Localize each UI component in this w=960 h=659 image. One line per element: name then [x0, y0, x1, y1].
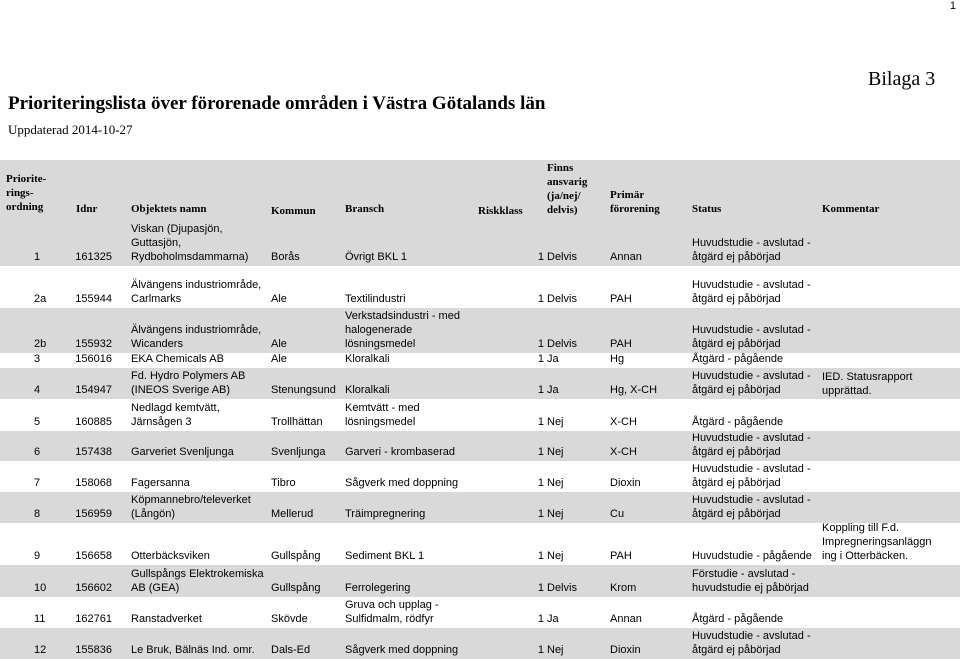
- cell-prio-text: 8: [34, 508, 41, 520]
- cell-riskklass-text: 1: [537, 477, 544, 489]
- cell-idnr-text: 155836: [75, 644, 112, 656]
- cell-riskklass-text: 1: [537, 251, 544, 263]
- header-status: Status: [692, 203, 722, 215]
- cell-kommentar-line: ing i Otterbäcken.: [822, 550, 909, 562]
- cell-forening-text: X-CH: [610, 416, 637, 428]
- cell-status: [692, 612, 783, 626]
- cell-objektets-namn-line: Otterbäcksviken: [131, 550, 210, 562]
- cell-ansvarig: [547, 383, 559, 397]
- cell-bransch-line: Övrigt BKL 1: [345, 251, 407, 263]
- cell-prio: [34, 250, 40, 264]
- table-row: [0, 565, 960, 597]
- table-row: [0, 353, 960, 368]
- cell-riskklass-text: 1: [537, 446, 544, 458]
- table-row: [0, 523, 960, 565]
- cell-objektets-namn-line: Fd. Hydro Polymers AB: [131, 370, 246, 382]
- cell-riskklass-text: 1: [537, 353, 544, 365]
- cell-riskklass-text: 1: [537, 644, 544, 656]
- cell-bransch-line: lösningsmedel: [345, 338, 416, 350]
- cell-bransch: [345, 383, 390, 397]
- cell-bransch-line: Sulfidmalm, rödfyr: [345, 613, 434, 625]
- cell-ansvarig: [547, 415, 564, 429]
- cell-kommun-text: Ale: [271, 353, 287, 365]
- cell-idnr: [70, 507, 112, 521]
- cell-idnr-text: 157438: [75, 446, 112, 458]
- cell-forening-text: Hg: [610, 353, 625, 365]
- cell-bransch: [345, 250, 407, 264]
- cell-kommun: [271, 581, 321, 595]
- header-kommun: Kommun: [271, 205, 316, 217]
- cell-kommun-text: Ale: [271, 293, 287, 305]
- cell-ansvarig: [547, 352, 559, 366]
- cell-forening-text: Dioxin: [610, 477, 641, 489]
- cell-kommun: [271, 383, 336, 397]
- header-idnr: Idnr: [76, 203, 98, 215]
- cell-prio: [34, 445, 40, 459]
- cell-bransch-line: halogenerade: [345, 324, 413, 336]
- cell-riskklass: [528, 445, 544, 459]
- cell-idnr-text: 154947: [75, 384, 112, 396]
- cell-objektets-namn-line: Järnsågen 3: [131, 416, 192, 428]
- cell-ansvarig: [547, 250, 577, 264]
- cell-bransch: [345, 643, 458, 657]
- cell-prio-text: 6: [34, 446, 41, 458]
- cell-status-line: åtgärd ej påbörjad: [692, 508, 781, 520]
- cell-bransch: [345, 401, 420, 429]
- cell-forening: [610, 383, 657, 397]
- cell-status-line: Förstudie - avslutad -: [692, 568, 796, 580]
- cell-status-line: Huvudstudie - avslutad -: [692, 494, 811, 506]
- cell-riskklass: [528, 549, 544, 563]
- cell-forening-text: PAH: [610, 293, 632, 305]
- cell-kommun-text: Stenungsund: [271, 384, 336, 396]
- cell-riskklass: [528, 292, 544, 306]
- cell-idnr-text: 155932: [75, 338, 112, 350]
- cell-objektets-namn: [131, 352, 224, 366]
- cell-status: [692, 431, 811, 459]
- cell-objektets-namn-line: Fagersanna: [131, 477, 190, 489]
- cell-prio-text: 11: [34, 613, 46, 625]
- cell-prio-text: 4: [34, 384, 41, 396]
- cell-objektets-namn-line: Rydboholmsdammarna): [131, 251, 249, 263]
- cell-prio-text: 2b: [34, 338, 47, 350]
- cell-idnr: [70, 352, 112, 366]
- cell-kommentar-line: Impregneringsanläggn: [822, 536, 932, 548]
- cell-status-line: åtgärd ej påbörjad: [692, 293, 781, 305]
- cell-prio: [34, 383, 40, 397]
- cell-ansvarig: [547, 476, 564, 490]
- cell-bransch-line: Verkstadsindustri - med: [345, 310, 460, 322]
- table-row: [0, 492, 960, 523]
- cell-kommun-text: Dals-Ed: [271, 644, 311, 656]
- cell-kommun: [271, 415, 323, 429]
- cell-ansvarig-text: Delvis: [547, 251, 577, 263]
- cell-riskklass: [528, 476, 544, 490]
- cell-forening: [610, 549, 632, 563]
- cell-ansvarig-text: Ja: [547, 613, 559, 625]
- cell-ansvarig-text: Ja: [547, 353, 559, 365]
- cell-forening: [610, 337, 632, 351]
- cell-kommentar-line: Koppling till F.d.: [822, 522, 900, 534]
- cell-status: [692, 629, 811, 657]
- cell-objektets-namn-line: Älvängens industriområde,: [131, 324, 262, 336]
- cell-riskklass-text: 1: [537, 550, 544, 562]
- cell-kommun: [271, 476, 296, 490]
- cell-riskklass: [528, 337, 544, 351]
- cell-bransch-line: Kemtvätt - med: [345, 402, 420, 414]
- cell-riskklass-text: 1: [537, 508, 544, 520]
- page-number: 1: [949, 0, 956, 12]
- cell-prio-text: 12: [34, 644, 47, 656]
- cell-forening: [610, 415, 637, 429]
- cell-prio-text: 10: [34, 582, 47, 594]
- cell-bransch: [345, 309, 460, 351]
- cell-status-line: Huvudstudie - avslutad -: [692, 630, 811, 642]
- appendix-label: Bilaga 3: [868, 68, 936, 90]
- cell-riskklass-text: 1: [537, 416, 544, 428]
- cell-ansvarig-text: Nej: [547, 508, 564, 520]
- cell-objektets-namn-line: Carlmarks: [131, 293, 182, 305]
- cell-kommun-text: Ale: [271, 338, 287, 350]
- cell-objektets-namn: [131, 401, 220, 429]
- cell-idnr: [70, 612, 112, 626]
- cell-riskklass-text: 1: [537, 338, 544, 350]
- cell-bransch: [345, 581, 410, 595]
- cell-forening: [610, 250, 642, 264]
- cell-idnr-text: 156016: [75, 353, 112, 365]
- cell-status: [692, 493, 811, 521]
- cell-objektets-namn-line: Garveriet Svenljunga: [131, 446, 234, 458]
- cell-kommun: [271, 549, 321, 563]
- header-kommentar: Kommentar: [822, 203, 880, 215]
- cell-status: [692, 236, 811, 264]
- cell-objektets-namn-line: Köpmannebro/televerket: [131, 494, 251, 506]
- cell-status: [692, 549, 812, 563]
- cell-objektets-namn: [131, 323, 261, 351]
- cell-ansvarig-text: Ja: [547, 384, 559, 396]
- cell-riskklass: [528, 643, 544, 657]
- cell-idnr: [70, 250, 112, 264]
- table-row: [0, 597, 960, 628]
- cell-forening-text: Cu: [610, 508, 625, 520]
- header-riskklass: Riskklass: [478, 205, 523, 217]
- cell-status: [692, 323, 811, 351]
- cell-ansvarig-text: Delvis: [547, 293, 577, 305]
- cell-status-line: Åtgärd - pågående: [692, 353, 784, 365]
- cell-bransch: [345, 507, 425, 521]
- cell-kommun: [271, 643, 310, 657]
- cell-bransch: [345, 445, 455, 459]
- cell-forening-text: PAH: [610, 550, 632, 562]
- cell-ansvarig: [547, 337, 577, 351]
- cell-forening: [610, 581, 636, 595]
- cell-forening: [610, 476, 641, 490]
- cell-forening: [610, 445, 637, 459]
- cell-riskklass: [528, 383, 544, 397]
- cell-status-line: åtgärd ej påbörjad: [692, 338, 781, 350]
- cell-kommentar-line: upprättad.: [822, 385, 872, 397]
- cell-status-line: Huvudstudie - avslutad -: [692, 432, 811, 444]
- page-title: Prioriteringslista över förorenade områden i Västra Götalands län: [8, 93, 546, 114]
- cell-kommun-text: Skövde: [271, 613, 308, 625]
- cell-idnr-text: 162761: [75, 613, 112, 625]
- cell-status-line: Åtgärd - pågående: [692, 613, 784, 625]
- cell-ansvarig-text: Nej: [547, 416, 564, 428]
- cell-status-line: åtgärd ej påbörjad: [692, 446, 781, 458]
- cell-bransch: [345, 292, 406, 306]
- cell-prio: [34, 415, 40, 429]
- cell-objektets-namn: [131, 612, 202, 626]
- cell-ansvarig-text: Nej: [547, 550, 564, 562]
- cell-bransch-line: Sågverk med doppning: [345, 477, 459, 489]
- cell-bransch-line: Ferrolegering: [345, 582, 411, 594]
- cell-riskklass: [528, 352, 544, 366]
- cell-kommun-text: Trollhättan: [271, 416, 323, 428]
- cell-status-line: Huvudstudie - avslutad -: [692, 279, 811, 291]
- cell-prio: [34, 643, 46, 657]
- cell-ansvarig: [547, 292, 577, 306]
- cell-ansvarig-text: Delvis: [547, 582, 577, 594]
- cell-bransch-line: Gruva och upplag -: [345, 599, 439, 611]
- cell-riskklass: [528, 581, 544, 595]
- cell-objektets-namn: [131, 278, 261, 306]
- cell-idnr-text: 161325: [75, 251, 112, 263]
- cell-ansvarig: [547, 581, 577, 595]
- cell-objektets-namn: [131, 222, 248, 264]
- cell-bransch: [345, 352, 390, 366]
- cell-riskklass-text: 1: [537, 582, 544, 594]
- cell-idnr: [70, 476, 112, 490]
- cell-prio: [34, 476, 40, 490]
- cell-objektets-namn-line: Guttasjön,: [131, 237, 182, 249]
- cell-bransch-line: Sågverk med doppning: [345, 644, 459, 656]
- header-ansvarig: Finns ansvarig (ja/nej/ delvis): [547, 162, 588, 216]
- cell-objektets-namn-line: (Långön): [131, 508, 176, 520]
- cell-forening-text: PAH: [610, 338, 632, 350]
- cell-forening: [610, 352, 624, 366]
- cell-status: [692, 415, 783, 429]
- cell-status: [692, 369, 811, 397]
- cell-objektets-namn: [131, 549, 210, 563]
- updated-date: Uppdaterad 2014-10-27: [8, 122, 133, 137]
- cell-status-line: åtgärd ej påbörjad: [692, 251, 781, 263]
- table-row: [0, 461, 960, 492]
- cell-kommun: [271, 250, 300, 264]
- cell-ansvarig-text: Delvis: [547, 338, 577, 350]
- cell-prio: [34, 352, 40, 366]
- cell-riskklass: [528, 507, 544, 521]
- cell-status-line: Huvudstudie - avslutad -: [692, 463, 811, 475]
- cell-bransch-line: Kloralkali: [345, 384, 390, 396]
- cell-status: [692, 462, 811, 490]
- table-row: [0, 277, 960, 308]
- cell-riskklass: [528, 415, 544, 429]
- cell-kommun: [271, 292, 287, 306]
- table-row: [0, 628, 960, 659]
- table-row: [0, 399, 960, 431]
- cell-status-line: åtgärd ej påbörjad: [692, 477, 781, 489]
- cell-idnr-text: 158068: [75, 477, 112, 489]
- cell-ansvarig: [547, 612, 559, 626]
- cell-status: [692, 352, 783, 366]
- cell-bransch-line: Textilindustri: [345, 293, 406, 305]
- cell-bransch-line: Kloralkali: [345, 353, 390, 365]
- cell-forening: [610, 507, 624, 521]
- cell-riskklass-text: 1: [537, 384, 544, 396]
- cell-idnr-text: 155944: [75, 293, 112, 305]
- cell-prio-text: 2a: [34, 293, 47, 305]
- cell-objektets-namn-line: AB (GEA): [131, 582, 180, 594]
- table-row: [0, 368, 960, 399]
- cell-kommun: [271, 445, 325, 459]
- cell-objektets-namn-line: Viskan (Djupasjön,: [131, 223, 223, 235]
- cell-forening-text: Annan: [610, 251, 642, 263]
- cell-kommun-text: Mellerud: [271, 508, 314, 520]
- cell-riskklass-text: 1: [537, 293, 544, 305]
- cell-kommun: [271, 507, 313, 521]
- cell-objektets-namn-line: Wicanders: [131, 338, 183, 350]
- cell-prio: [34, 581, 46, 595]
- cell-idnr-text: 156602: [75, 582, 112, 594]
- cell-kommun: [271, 612, 308, 626]
- cell-idnr-text: 156959: [75, 508, 112, 520]
- cell-prio-text: 3: [34, 353, 41, 365]
- cell-objektets-namn-line: EKA Chemicals AB: [131, 353, 224, 365]
- cell-status-line: åtgärd ej påbörjad: [692, 644, 781, 656]
- cell-bransch-line: Träimpregnering: [345, 508, 426, 520]
- cell-status-line: Huvudstudie - pågående: [692, 550, 812, 562]
- header-primar: Primär förorening: [610, 189, 660, 215]
- table-row: [0, 220, 960, 266]
- cell-riskklass: [528, 250, 544, 264]
- cell-kommentar: [822, 521, 931, 563]
- cell-prio: [34, 337, 46, 351]
- cell-idnr: [70, 445, 112, 459]
- cell-objektets-namn: [131, 445, 234, 459]
- cell-status-line: åtgärd ej påbörjad: [692, 384, 781, 396]
- cell-prio: [34, 549, 40, 563]
- cell-kommun-text: Borås: [271, 251, 300, 263]
- cell-ansvarig-text: Nej: [547, 477, 564, 489]
- cell-objektets-namn: [131, 643, 255, 657]
- cell-forening-text: Annan: [610, 613, 642, 625]
- cell-prio: [34, 292, 46, 306]
- cell-kommun-text: Tibro: [271, 477, 296, 489]
- cell-ansvarig-text: Nej: [547, 446, 564, 458]
- cell-objektets-namn-line: (INEOS Sverige AB): [131, 384, 231, 396]
- cell-prio-text: 1: [34, 251, 41, 263]
- cell-ansvarig: [547, 445, 564, 459]
- cell-forening-text: Krom: [610, 582, 637, 594]
- cell-objektets-namn: [131, 567, 264, 595]
- cell-forening-text: Dioxin: [610, 644, 641, 656]
- cell-idnr-text: 156658: [75, 550, 112, 562]
- cell-riskklass-text: 1: [537, 613, 544, 625]
- cell-status: [692, 567, 809, 595]
- cell-prio-text: 9: [34, 550, 41, 562]
- cell-objektets-namn-line: Gullspångs Elektrokemiska: [131, 568, 264, 580]
- cell-prio-text: 5: [34, 416, 41, 428]
- table-row: [0, 431, 960, 461]
- cell-objektets-namn: [131, 369, 245, 397]
- cell-idnr: [70, 415, 112, 429]
- cell-idnr: [70, 581, 112, 595]
- header-objekt: Objektets namn: [131, 203, 207, 215]
- cell-status-line: Huvudstudie - avslutad -: [692, 370, 811, 382]
- cell-ansvarig-text: Nej: [547, 644, 564, 656]
- cell-prio-text: 7: [34, 477, 41, 489]
- cell-kommun-text: Gullspång: [271, 550, 321, 562]
- cell-objektets-namn-line: Le Bruk, Bälnäs Ind. omr.: [131, 644, 255, 656]
- cell-objektets-namn-line: Älvängens industriområde,: [131, 279, 262, 291]
- cell-bransch: [345, 549, 424, 563]
- table-row: [0, 308, 960, 353]
- cell-riskklass: [528, 612, 544, 626]
- cell-objektets-namn-line: Ranstadverket: [131, 613, 202, 625]
- cell-kommentar-line: IED. Statusrapport: [822, 371, 913, 383]
- cell-forening: [610, 643, 641, 657]
- cell-forening: [610, 292, 632, 306]
- cell-kommun: [271, 352, 287, 366]
- table-header: [0, 160, 960, 220]
- cell-bransch: [345, 476, 458, 490]
- cell-forening: [610, 612, 642, 626]
- cell-idnr: [70, 383, 112, 397]
- cell-bransch: [345, 598, 439, 626]
- cell-objektets-namn: [131, 493, 251, 521]
- cell-bransch-line: Sediment BKL 1: [345, 550, 425, 562]
- cell-objektets-namn-line: Nedlagd kemtvätt,: [131, 402, 220, 414]
- cell-idnr: [70, 337, 112, 351]
- cell-kommun-text: Gullspång: [271, 582, 321, 594]
- cell-idnr: [70, 292, 112, 306]
- cell-ansvarig: [547, 643, 564, 657]
- cell-idnr-text: 160885: [75, 416, 112, 428]
- cell-status-line: Huvudstudie - avslutad -: [692, 324, 811, 336]
- cell-status-line: huvudstudie ej påbörjad: [692, 582, 809, 594]
- cell-kommentar: [822, 370, 913, 398]
- cell-kommun-text: Svenljunga: [271, 446, 326, 458]
- cell-prio: [34, 507, 40, 521]
- cell-status-line: Åtgärd - pågående: [692, 416, 784, 428]
- cell-forening-text: X-CH: [610, 446, 637, 458]
- cell-forening-text: Hg, X-CH: [610, 384, 658, 396]
- cell-bransch-line: Garveri - krombaserad: [345, 446, 456, 458]
- cell-objektets-namn: [131, 476, 190, 490]
- header-bransch: Bransch: [345, 203, 385, 215]
- cell-bransch-line: lösningsmedel: [345, 416, 416, 428]
- cell-ansvarig: [547, 507, 564, 521]
- cell-ansvarig: [547, 549, 564, 563]
- cell-idnr: [70, 549, 112, 563]
- cell-idnr: [70, 643, 112, 657]
- cell-prio: [34, 612, 45, 626]
- cell-status: [692, 278, 811, 306]
- cell-kommun: [271, 337, 287, 351]
- cell-status-line: Huvudstudie - avslutad -: [692, 237, 811, 249]
- header-prio: Priorite- rings- ordning: [6, 173, 47, 213]
